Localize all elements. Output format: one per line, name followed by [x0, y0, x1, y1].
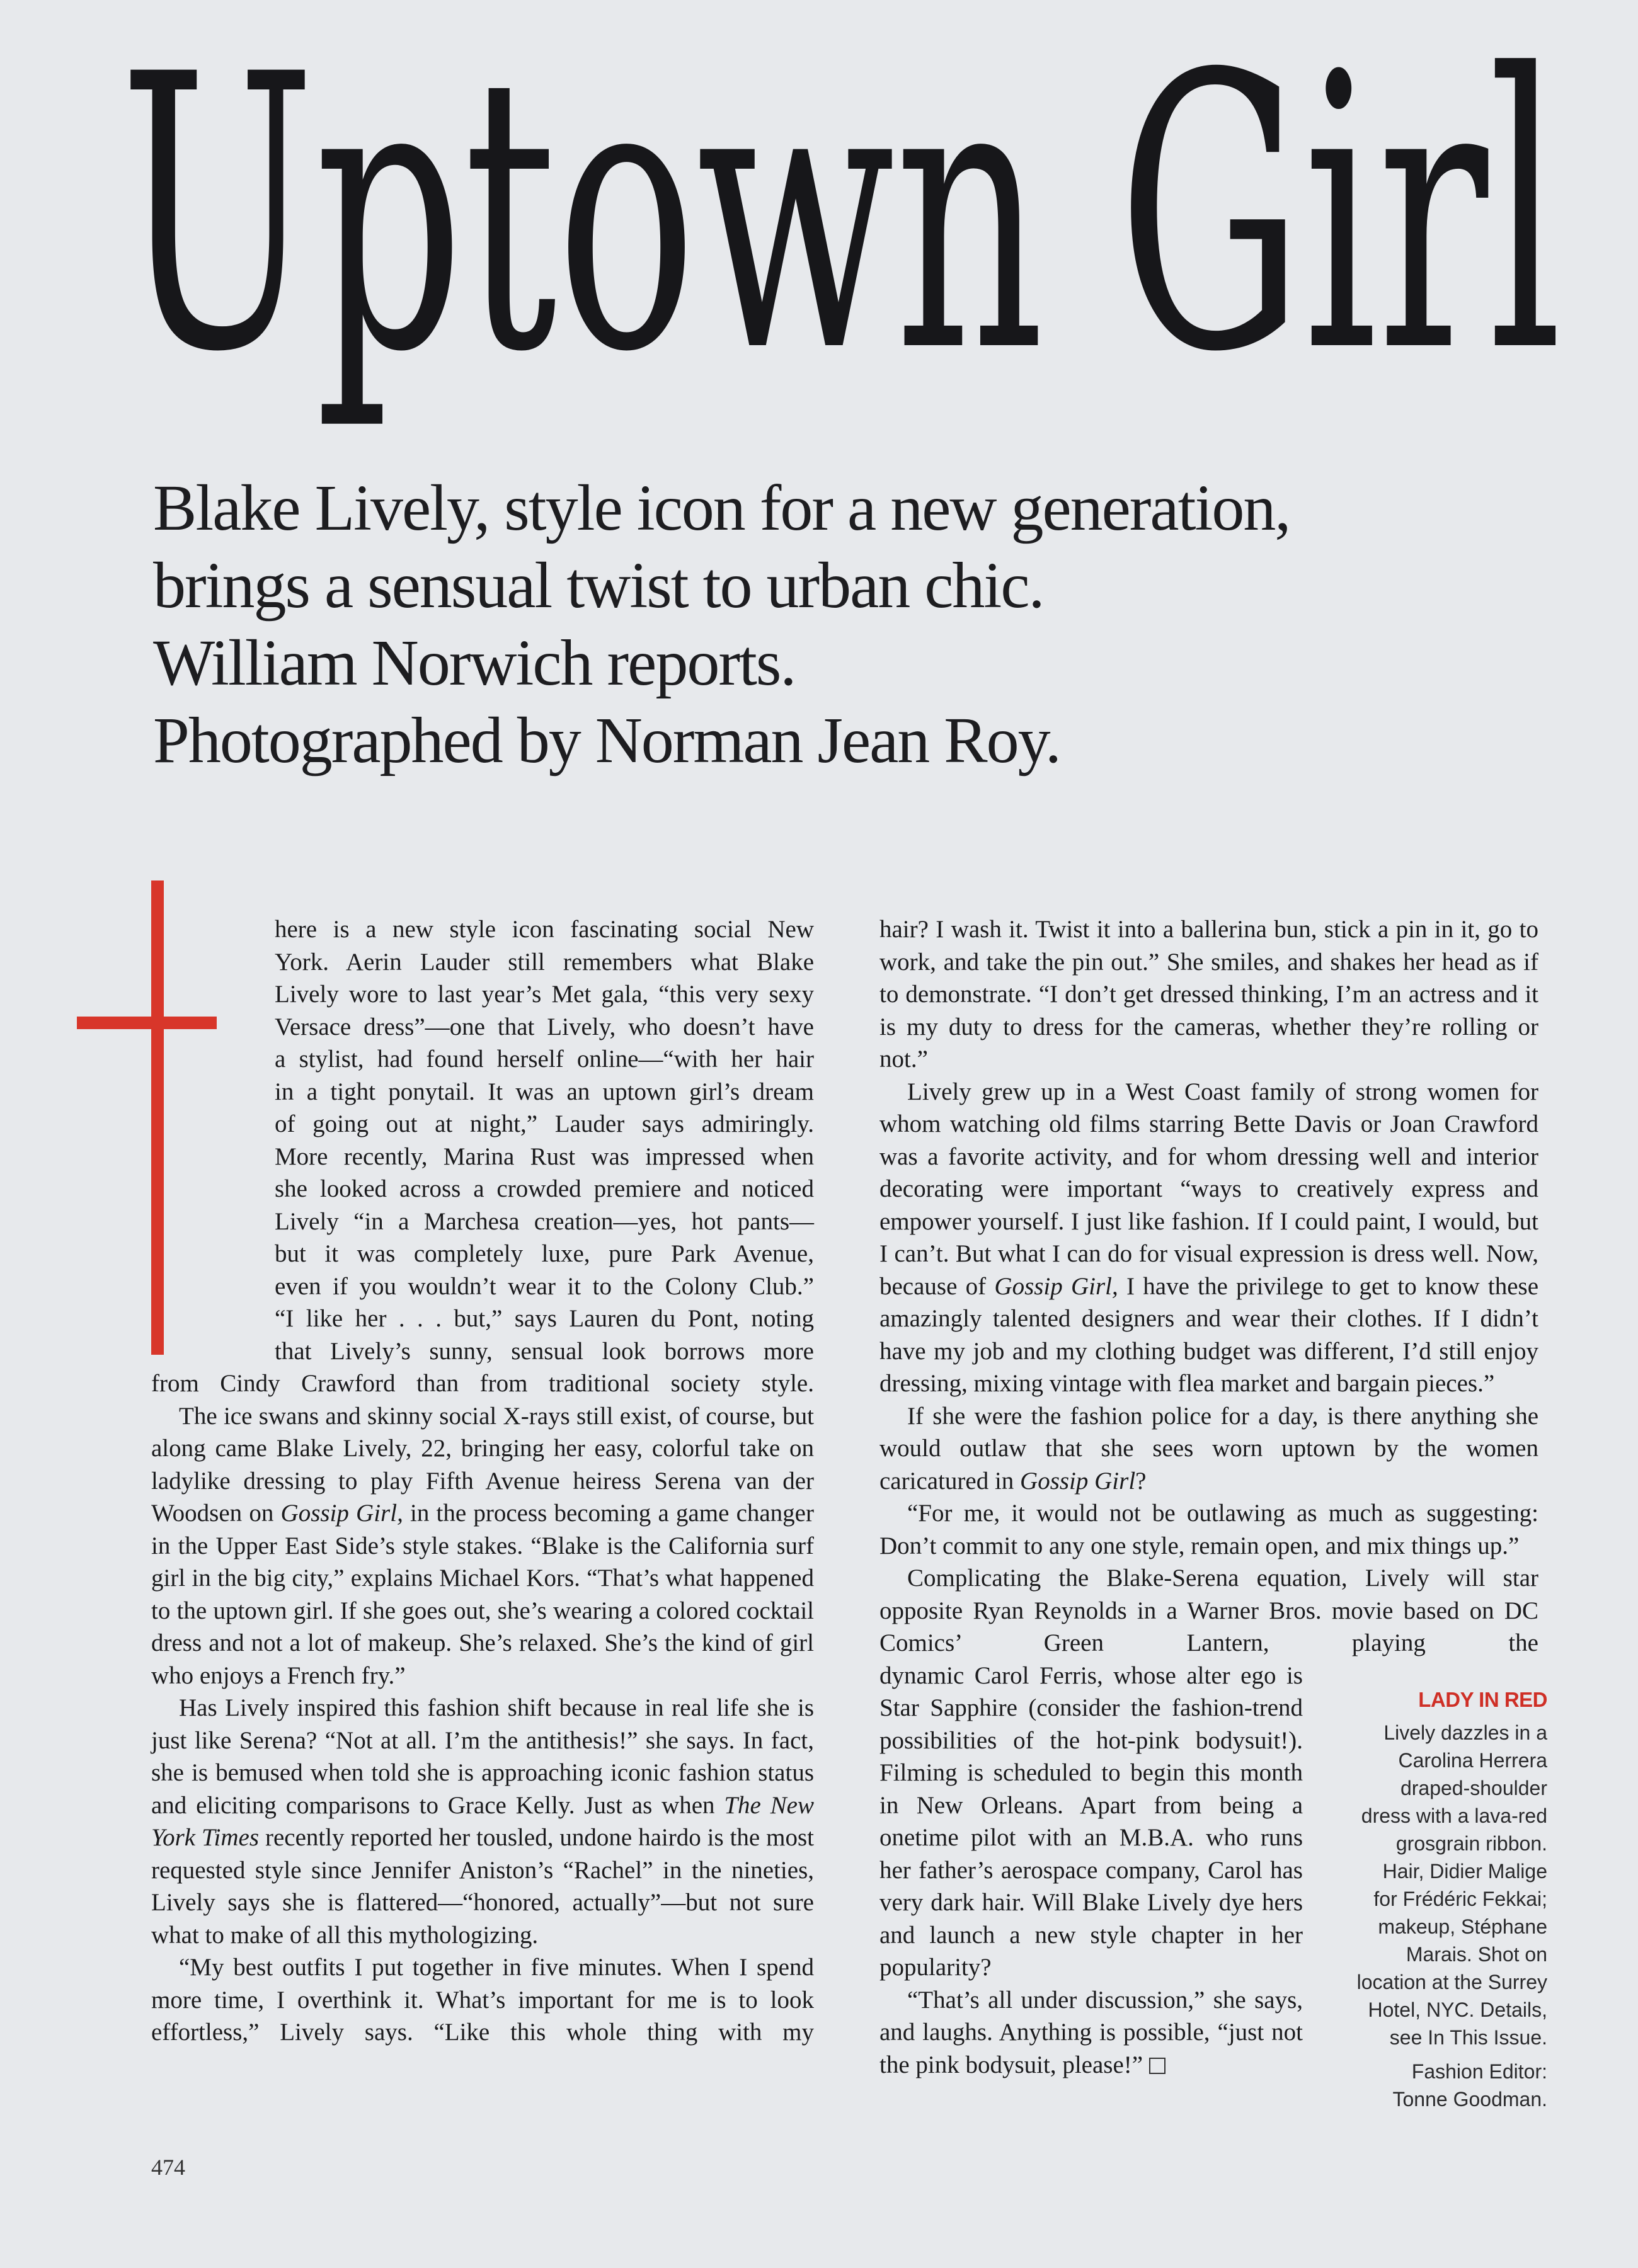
p1-line: even if you wouldn’t wear it to the Colony Club.”: [275, 1272, 814, 1300]
p1-line: York. Aerin Lauder still remembers what Blake: [275, 948, 814, 976]
caption-line: Hair, Didier Malige: [1382, 1860, 1547, 1883]
p2-text: in the process becoming a game changer in the Upper East Side’s style stakes. “Blake is the California surf girl in the big city,” explains Michael Kors. “That’s what happened to the uptown girl. If she goes out, she’s wearing a colored cocktail dress and not a lot of makeup. She’s relaxed. She’s the kind of girl who enjoys a French fry.”: [151, 1500, 814, 1689]
deck-line-1: Blake Lively, style icon for a new generation,: [153, 472, 1290, 544]
photo-caption: [1323, 1686, 1547, 2113]
p1-line: of going out at night,” Lauder says admiringly.: [275, 1110, 814, 1137]
p1-line: “I like her . . . but,” says Lauren du Pont, noting: [275, 1305, 814, 1332]
headline-graphic: [120, 38, 1569, 453]
paragraph-2: [151, 1400, 814, 1692]
caption-line: Hotel, NYC. Details,: [1368, 1998, 1547, 2021]
paragraph-9-continued: dynamic Carol Ferris, whose alter ego is Star Sapphire (consider the fashion-trend possibilities of the hot-pink bodysuit!). Filming is scheduled to begin this month in New Orleans. Apart from being a onetime pilot with an M.B.A. who runs her father’s aerospace company, Carol has very dark hair. Will Blake Lively dye hers and launch a new style chapter in her popularity?: [879, 1661, 1303, 1981]
show-title: Gossip Girl,: [994, 1272, 1118, 1300]
caption-heading: LADY IN RED: [1418, 1688, 1547, 1711]
p1-line: Versace dress”—one that Lively, who doesn’t have: [275, 1013, 814, 1040]
caption-line: makeup, Stéphane: [1378, 1915, 1547, 1938]
paragraph-6: [879, 1076, 1538, 1400]
caption-line: see In This Issue.: [1389, 2026, 1547, 2049]
caption-line: Carolina Herrera: [1398, 1749, 1547, 1772]
p1-line-full-width: from Cindy Crawford than from traditional society style.: [151, 1370, 814, 1397]
p1-line: that Lively’s sunny, sensual look borrows more: [275, 1337, 814, 1365]
p1-line: More recently, Marina Rust was impressed when: [275, 1143, 814, 1170]
caption-line: for Frédéric Fekkai;: [1373, 1888, 1547, 1910]
deck: [153, 469, 1539, 779]
p1-line: a stylist, had found herself online—“with her hair: [275, 1046, 814, 1073]
paragraph-1: [151, 913, 814, 1400]
p1-line: she looked across a crowded premiere and noticed: [275, 1175, 814, 1202]
paragraph-8: “For me, it would not be outlawing as much as suggesting: Don’t commit to any one style, remain open, and mix things up.”: [879, 1500, 1538, 1559]
p3-text: Has Lively inspired this fashion shift because in real life she is just like Serena? “Not at all. I’m the antithesis!” she says. In fact, she is bemused when told she is approaching iconic fashion status and eliciting comparisons to Grace Kelly. Just as when: [151, 1694, 814, 1819]
p1-line: but it was completely luxe, pure Park Avenue,: [275, 1240, 814, 1267]
p1-line: in a tight ponytail. It was an uptown girl’s dream: [275, 1078, 814, 1105]
headline-text: Uptown Girl: [120, 38, 1562, 435]
caption-line: Lively dazzles in a: [1383, 1721, 1547, 1744]
paragraph-3: [151, 1692, 814, 1951]
caption-body: [1323, 1719, 1547, 2051]
deck-byline-writer: William Norwich reports.: [153, 627, 796, 699]
end-mark-icon: [1149, 2058, 1166, 2074]
p7-text: ?: [1135, 1467, 1147, 1495]
p1-line: here is a new style icon fascinating social New: [275, 916, 814, 943]
article-column-left: [151, 913, 814, 2049]
p7-text: If she were the fashion police for a day, is there anything she would outlaw that she sees worn uptown by the women caricatured in: [879, 1402, 1538, 1495]
p1-line: Lively wore to last year’s Met gala, “this very sexy: [275, 981, 814, 1008]
p3-text: recently reported her tousled, undone hairdo is the most requested style since Jennifer Aniston’s “Rachel” in the nineties, Lively says she is flattered—“honored, actually”—but not sure what to make of all this mythologizing.: [151, 1824, 814, 1949]
p2-text: The ice swans and skinny social X-rays still exist, of course, but along came Blake Lively, 22, bringing her easy, colorful take on ladylike dressing to play Fifth Avenue heiress Serena van der Woodsen on: [151, 1402, 814, 1527]
deck-line-2: brings a sensual twist to urban chic.: [153, 549, 1044, 622]
page-number: 474: [151, 2155, 185, 2180]
p6-text: I have the privilege to get to know these amazingly talented designers and wear their clothes. If I didn’t have my job and my clothing budget was different, I’d still enjoy dressing, mixing vintage with flea market and bargain pieces.”: [879, 1272, 1538, 1397]
show-title: Gossip Girl,: [280, 1500, 403, 1527]
caption-line: grosgrain ribbon.: [1395, 1832, 1547, 1855]
paragraph-4: “My best outfits I put together in five minutes. When I spend more time, I overthink it. What’s important for me is to look effortless,” Lively says. “Like this whole thing with my: [151, 1954, 814, 2046]
paragraph-5: hair? I wash it. Twist it into a ballerina bun, stick a pin in it, go to work, and take the pin out.” She smiles, and shakes her head as if to demonstrate. “I don’t get dressed thinking, I’m an actress and it is my duty to dress for the cameras, whether they’re rolling or not.”: [879, 916, 1538, 1073]
headline: [120, 38, 1569, 453]
p1-line: Lively “in a Marchesa creation—yes, hot pants—: [275, 1207, 814, 1235]
credit-line: Tonne Goodman.: [1392, 2088, 1547, 2111]
caption-line: dress with a lava-red: [1361, 1804, 1547, 1827]
publication-title: The New York Times: [151, 1791, 814, 1851]
caption-line: location at the Surrey: [1356, 1971, 1547, 1993]
paragraph-7: [879, 1400, 1538, 1498]
paragraph-9: Complicating the Blake-Serena equation, Lively will star opposite Ryan Reynolds in a Warner Bros. movie based on DC Comics’ Green Lantern, playing the: [879, 1564, 1538, 1656]
closing-quote: “That’s all under discussion,” she says, and laughs. Anything is possible, “just not the pink bodysuit, please!”: [879, 1986, 1303, 2078]
p6-text: Lively grew up in a West Coast family of strong women for whom watching old films starring Bette Davis or Joan Crawford was a favorite activity, and for whom dressing well and interior decorating were important “ways to creatively express and empower yourself. I just like fashion. If I could paint, I would, but I can’t. But what I can do for visual expression is dress well. Now, because of: [879, 1078, 1538, 1300]
show-title: Gossip Girl: [1020, 1467, 1136, 1495]
credit-line: Fashion Editor:: [1411, 2060, 1547, 2083]
fashion-editor-credit: [1323, 2058, 1547, 2113]
caption-line: Marais. Shot on: [1406, 1943, 1547, 1966]
paragraph-10: [879, 1984, 1303, 2082]
deck-byline-photographer: Photographed by Norman Jean Roy.: [153, 704, 1060, 777]
caption-line: draped-shoulder: [1400, 1777, 1547, 1799]
